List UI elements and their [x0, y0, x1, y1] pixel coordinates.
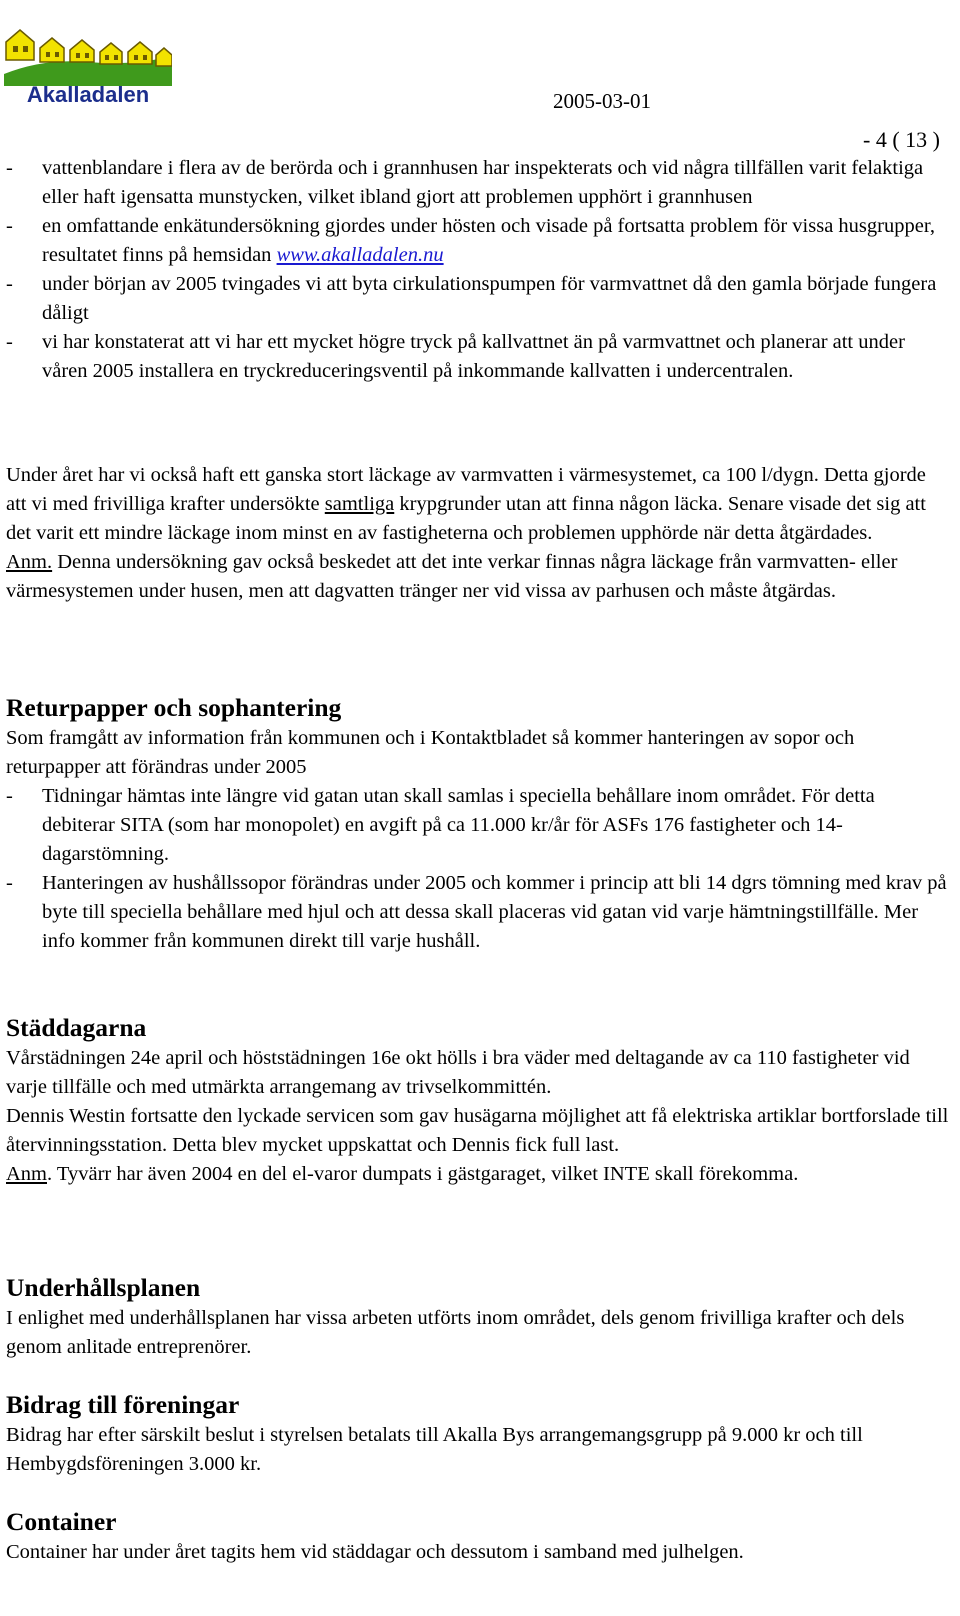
list-item	[6, 782, 951, 869]
leak-section	[6, 461, 951, 606]
section-paragraph: Dennis Westin fortsatte den lyckade servicen som gav husägarna möjlighet att få elektriska artiklar bortforslade till återvinningsstation. Detta blev mycket uppskattat och Dennis fick full last.	[6, 1105, 949, 1156]
list-item	[6, 270, 951, 328]
note-text: . Tyvärr har även 2004 en del el-varor dumpats i gästgaraget, vilket INTE skall förekomma.	[47, 1163, 799, 1185]
section-note	[6, 1160, 951, 1189]
note-text: Denna undersökning gav också beskedet att det inte verkar finnas några läckage från varmvatten- eller värmesystemen under husen, men att dagvatten tränger ner vid vissa av parhusen och måste åtgärdas.	[6, 551, 898, 602]
list-item	[6, 328, 951, 386]
leak-text-2: krypgrunder utan att finna någon läcka. Senare visade det sig att det varit ett mindre läckage inom minst en av fastigheterna och problemen upphörde när detta åtgärdades.	[6, 493, 926, 544]
water-issues-list	[6, 154, 951, 386]
list-item	[6, 212, 951, 270]
section-heading: Underhållsplanen	[6, 1273, 201, 1302]
note-label: Anm.	[6, 551, 53, 573]
leak-paragraph	[6, 461, 951, 548]
note-label: Anm	[6, 1163, 47, 1185]
section-paragraph: Vårstädningen 24e april och höststädningen 16e okt hölls i bra väder med deltagande av ca 110 fastigheter vid varje tillfälle och med utmärkta arrangemang av trivselkommittén.	[6, 1047, 910, 1098]
document-date: 2005-03-01	[553, 89, 651, 113]
bullet-dash: -	[6, 273, 13, 295]
underlined-word: samtliga	[324, 493, 395, 515]
list-item-text: Hanteringen av hushållssopor förändras under 2005 och kommer i princip att bli 14 dgrs tömning med krav på byte till speciella behållare med hjul och att dessa skall placeras vid gatan vid varje hämtningstillfälle. Mer info kommer från kommunen direkt till varje hushåll.	[42, 872, 947, 952]
bullet-dash: -	[6, 215, 13, 237]
logo-wordmark: Akalladalen	[26, 82, 150, 107]
bullet-dash: -	[6, 872, 13, 894]
page-number: - 4 ( 13 )	[863, 127, 940, 152]
returpapper-section	[6, 692, 951, 956]
underhall-section	[6, 1272, 951, 1362]
staddagarna-section	[6, 1012, 951, 1189]
section-heading: Bidrag till föreningar	[6, 1390, 240, 1419]
section-heading: Container	[6, 1507, 117, 1536]
list-item-text: vi har konstaterat att vi har ett mycket högre tryck på kallvattnet än på varmvattnet och planerar att under våren 2005 installera en tryckreduceringsventil på inkommande kallvatten i undercentralen.	[42, 331, 905, 382]
bullet-dash: -	[6, 785, 13, 807]
list-item	[6, 154, 951, 212]
section-intro: Som framgått av information från kommunen och i Kontaktbladet så kommer hanteringen av sopor och returpapper att förändras under 2005	[6, 727, 855, 778]
section-paragraph: I enlighet med underhållsplanen har vissa arbeten utförts inom området, dels genom frivilliga krafter och dels genom anlitade entreprenörer.	[6, 1307, 905, 1358]
akalladalen-logo	[4, 22, 172, 110]
list-item-text: en omfattande enkätundersökning gjordes under hösten och visade på fortsatta problem för vissa husgrupper, resultatet finns på hemsidan	[42, 215, 935, 266]
container-section	[6, 1506, 951, 1567]
list-item-text: under början av 2005 tvingades vi att byta cirkulationspumpen för varmvattnet då den gamla började fungera dåligt	[42, 273, 937, 324]
section-heading: Städdagarna	[6, 1013, 147, 1042]
leak-text-1: Under året har vi också haft ett ganska stort läckage av varmvatten i värmesystemet, ca 100 l/dygn. Detta gjorde att vi med frivilliga krafter undersökte	[6, 464, 926, 515]
list-item	[6, 869, 951, 956]
website-link[interactable]: www.akalladalen.nu	[276, 244, 444, 266]
section-heading: Returpapper och sophantering	[6, 693, 342, 722]
section-paragraph: Bidrag har efter särskilt beslut i styrelsen betalats till Akalla Bys arrangemangsgrupp på 9.000 kr och till Hembygdsföreningen 3.000 kr.	[6, 1424, 863, 1475]
list-item-text: Tidningar hämtas inte längre vid gatan utan skall samlas i speciella behållare inom området. För detta debiterar SITA (som har monopolet) en avgift på ca 11.000 kr/år för ASFs 176 fastigheter och 14-dagarstömning.	[42, 785, 875, 865]
bidrag-section	[6, 1389, 951, 1479]
leak-note	[6, 548, 951, 606]
section-paragraph: Container har under året tagits hem vid städdagar och dessutom i samband med julhelgen.	[6, 1541, 744, 1563]
bullet-dash: -	[6, 157, 13, 179]
bullet-dash: -	[6, 331, 13, 353]
list-item-text: vattenblandare i flera av de berörda och i grannhusen har inspekterats och vid några tillfällen varit felaktiga eller haft igensatta munstycken, vilket ibland gjort att problemen upphört i grannhusen	[42, 157, 924, 208]
